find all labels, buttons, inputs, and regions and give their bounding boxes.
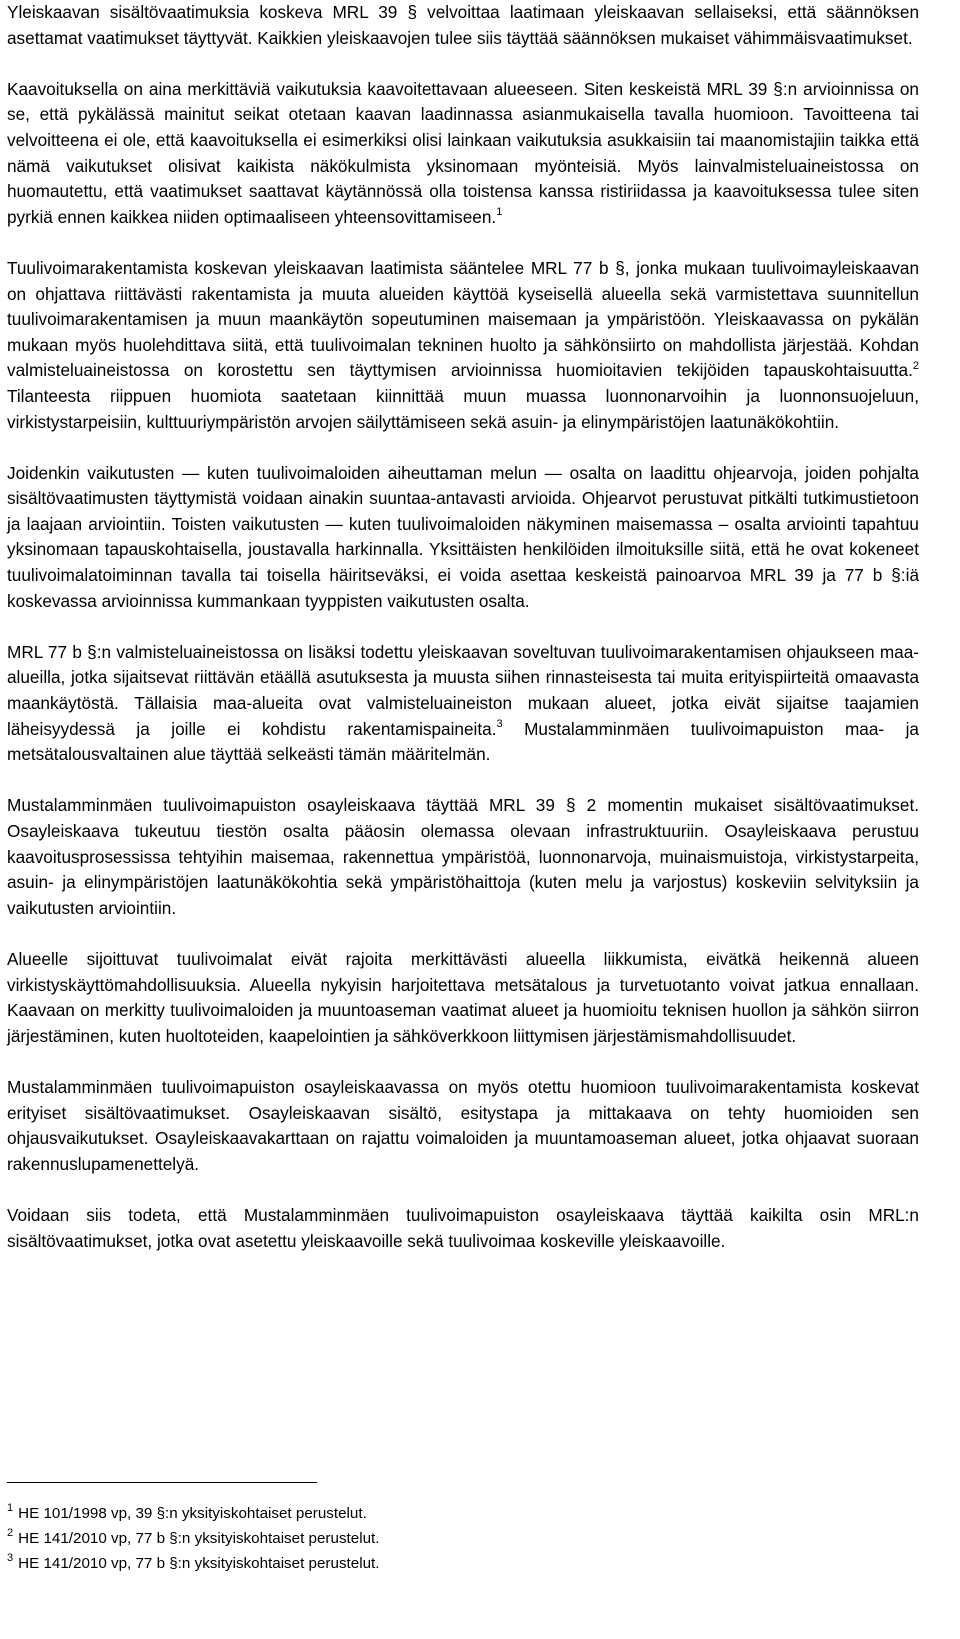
paragraph-text: Joidenkin vaikutusten — kuten tuulivoimaloiden aiheuttaman melun — osalta on laadittu ohjearvoja, joiden pohjalta sisältövaatimusten täyttymistä voidaan ainakin suuntaa-antavasti arvioida. Ohjearvot perustuvat pitkälti tutkimustietoon ja laajaan arviointiin. Toisten vaikutusten — kuten tuulivoimaloiden näkyminen maisemassa – osalta arviointi tapahtuu yksinomaan tapauskohtaisella, joustavalla harkinnalla. Yksittäisten henkilöiden ilmoituksille siitä, että he ovat kokeneet tuulivoimalatoiminnan tavalla tai toisella häiritseväksi, ei voida asettaa keskeistä painoarvoa MRL 39 ja 77 b §:iä koskevassa arvioinnissa kummankaan tyyppisten vaikutusten osalta. [7, 462, 919, 611]
paragraph-text: Tuulivoimarakentamista koskevan yleiskaavan laatimista sääntelee MRL 77 b §, jonka mukaan tuulivoimayleiskaavan on ohjattava riittävästi rakentamista ja muuta alueiden käyttöä kyseisellä alueella sekä varmistettava suunnitellun tuulivoimarakentamisen ja muun maankäytön sopeutuminen maisemaan ja ympäristöön. Yleiskaavassa on pykälän mukaan myös huolehdittava siitä, että tuulivoimalan tekninen huolto ja sähkönsiirto on mahdollista järjestää. Kohdan valmisteluaineistossa on korostettu sen täyttymisen arvioinnissa huomioitavien tekijöiden tapauskohtaisuutta. [7, 257, 919, 381]
paragraph-special-requirements [7, 1075, 919, 1177]
paragraph-area-use [7, 947, 919, 1049]
paragraph-text: MRL 77 b §:n valmisteluaineistossa on lisäksi todettu yleiskaavan soveltuvan tuulivoimarakentamisen ohjaukseen maa-alueilla, jotka sijaitsevat riittävän etäällä asutuksesta ja muusta siihen rinnasteisesta tai muita erityispiirteitä omaavasta maankäytöstä. Tällaisia maa-alueita ovat valmisteluaineiston mukaan alueet, jotka eivät sijaitse taajamien läheisyydessä ja joille ei kohdistu rakentamispaineita. [7, 641, 919, 739]
paragraph-text: Alueelle sijoittuvat tuulivoimalat eivät rajoita merkittävästi alueella liikkumista, eivätkä heikennä alueen virkistyskäyttömahdollisuuksia. Alueella nykyisin harjoitettava metsätalous ja turvetuotanto voivat jatkua ennallaan. Kaavaan on merkitty tuulivoimaloiden ja muuntoaseman vaatimat alueet ja huomioitu teknisen huollon ja sähkön siirron järjestäminen, kuten huoltoteiden, kaapelointien ja sähköverkkoon liittymisen järjestämismahdollisuudet. [7, 948, 919, 1046]
paragraph-mrl39-requirements [7, 0, 919, 51]
paragraph-text: Tilanteesta riippuen huomiota saatetaan kiinnittää muun muassa luonnonarvoihin ja luonnonsuojeluun, virkistystarpeisiin, kulttuuriympäristön arvojen säilyttämiseen sekä asuin- ja elinympäristöjen laatunäkökohtiin. [7, 385, 919, 432]
paragraph-conclusion [7, 1203, 919, 1254]
footnote-number: 2 [7, 1526, 14, 1539]
paragraph-text: Kaavoituksella on aina merkittäviä vaikutuksia kaavoitettavaan alueeseen. Siten keskeistä MRL 39 §:n arvioinnissa on se, että pykälässä mainitut seikat otetaan kaavan laadinnassa asianmukaisella tavalla huomioon. Tavoitteena tai velvoitteena ei ole, että kaavoituksella ei esimerkiksi olisi lainkaan vaikutuksia asukkaisiin tai maanomistajiin taikka että nämä vaikutukset olisivat kaikista näkökulmista yksinomaan myönteisiä. Myös lainvalmisteluaineistossa on huomautettu, että vaatimukset saattavat käytännössä olla toistensa kanssa ristiriidassa ja kaavoituksessa tulee siten pyrkiä ennen kaikkea niiden optimaaliseen yhteensovittamiseen. [7, 78, 919, 227]
document-body [7, 0, 919, 1254]
paragraph-content-requirements [7, 793, 919, 921]
footnote-separator [7, 1482, 317, 1483]
paragraph-text: Mustalamminmäen tuulivoimapuiston osayleiskaavassa on myös otettu huomioon tuulivoimarakentamista koskevat erityiset sisältövaatimukset. Osayleiskaavan sisältö, esitystapa ja mittakaava on tehty huomioiden sen ohjausvaikutukset. Osayleiskaavakarttaan on rajattu voimaloiden ja muuntamoaseman alueet, jotka ohjaavat suoraan rakennuslupamenettelyä. [7, 1076, 919, 1174]
paragraph-text: Mustalamminmäen tuulivoimapuiston maa- ja metsätalousvaltainen alue täyttää selkeästi tämän määritelmän. [7, 718, 919, 765]
footnote-text: HE 141/2010 vp, 77 b §:n yksityiskohtaiset perustelut. [18, 1555, 380, 1572]
paragraph-mrl77b-wind-power [7, 256, 919, 435]
footnote-item [7, 1526, 919, 1551]
footnote-text: HE 141/2010 vp, 77 b §:n yksityiskohtaiset perustelut. [18, 1530, 380, 1547]
footnote-reference[interactable]: 3 [496, 717, 503, 730]
paragraph-noise-guidelines [7, 461, 919, 615]
footnote-number: 1 [7, 1501, 14, 1514]
paragraph-text: Yleiskaavan sisältövaatimuksia koskeva MRL 39 § velvoittaa laatimaan yleiskaavan sellaiseksi, että säännöksen asettamat vaatimukset täyttyvät. Kaikkien yleiskaavojen tulee siis täyttää säännöksen mukaiset vähimmäisvaatimukset. [7, 2, 919, 48]
paragraph-land-areas [7, 640, 919, 768]
footnotes [7, 1482, 919, 1576]
footnote-reference[interactable]: 1 [496, 206, 503, 219]
paragraph-text: Voidaan siis todeta, että Mustalamminmäen tuulivoimapuiston osayleiskaava täyttää kaikilta osin MRL:n sisältövaatimukset, jotka ovat asetettu yleiskaavoille sekä tuulivoimaa koskeville yleiskaavoille. [7, 1204, 919, 1251]
footnote-text: HE 101/1998 vp, 39 §:n yksityiskohtaiset perustelut. [18, 1505, 367, 1522]
footnote-item [7, 1501, 919, 1526]
paragraph-planning-impacts [7, 77, 919, 231]
footnote-item [7, 1551, 919, 1576]
paragraph-text: Mustalamminmäen tuulivoimapuiston osayleiskaava täyttää MRL 39 § 2 momentin mukaiset sisältövaatimukset. Osayleiskaava tukeutuu tiestön osalta pääosin olemassa olevaan infrastruktuuriin. Osayleiskaava perustuu kaavoitusprosessissa tehtyihin maisemaa, rakennettua ympäristöä, luonnonarvoja, muinaismuistoja, virkistystarpeita, asuin- ja elinympäristöjen laatunäkökohtia sekä ympäristöhaittoja (kuten melu ja varjostus) koskeviin selvityksiin ja vaikutusten arviointiin. [7, 795, 919, 918]
footnote-reference[interactable]: 2 [912, 359, 919, 372]
footnote-number: 3 [7, 1551, 14, 1564]
